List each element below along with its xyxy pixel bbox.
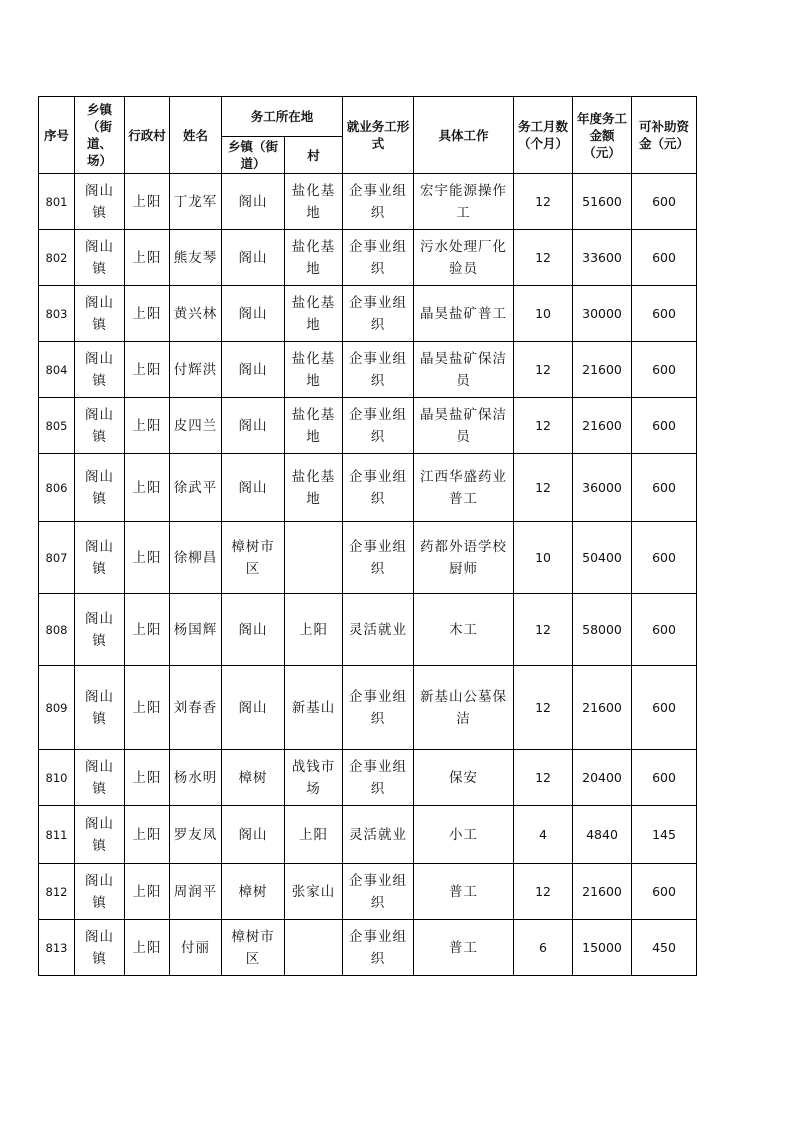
row-employment-form: 企事业组织 xyxy=(343,522,414,594)
row-job: 晶昊盐矿保洁员 xyxy=(414,398,514,454)
row-work-village xyxy=(285,920,343,976)
row-work-village: 盐化基地 xyxy=(285,342,343,398)
row-job: 普工 xyxy=(414,864,514,920)
table-row xyxy=(39,750,697,806)
row-seq: 811 xyxy=(39,806,75,864)
row-seq: 805 xyxy=(39,398,75,454)
table-row xyxy=(39,398,697,454)
row-months: 12 xyxy=(514,174,573,230)
row-town: 阁山镇 xyxy=(75,174,125,230)
row-job: 污水处理厂化验员 xyxy=(414,230,514,286)
row-town: 阁山镇 xyxy=(75,920,125,976)
header-work-location: 务工所在地 xyxy=(222,97,343,137)
row-town: 阁山镇 xyxy=(75,522,125,594)
row-seq: 807 xyxy=(39,522,75,594)
row-months: 10 xyxy=(514,522,573,594)
row-employment-form: 企事业组织 xyxy=(343,342,414,398)
row-work-town: 阁山 xyxy=(222,398,285,454)
row-work-village: 盐化基地 xyxy=(285,230,343,286)
row-seq: 802 xyxy=(39,230,75,286)
row-name: 杨水明 xyxy=(170,750,222,806)
header-town: 乡镇（街道、场） xyxy=(75,97,125,174)
row-village: 上阳 xyxy=(125,666,170,750)
row-seq: 801 xyxy=(39,174,75,230)
row-village: 上阳 xyxy=(125,174,170,230)
row-village: 上阳 xyxy=(125,864,170,920)
row-work-village xyxy=(285,522,343,594)
row-subsidy: 600 xyxy=(632,864,697,920)
row-income: 30000 xyxy=(573,286,632,342)
row-months: 12 xyxy=(514,454,573,522)
row-work-village: 盐化基地 xyxy=(285,454,343,522)
row-name: 付丽 xyxy=(170,920,222,976)
row-work-town: 阁山 xyxy=(222,806,285,864)
row-work-village: 新基山 xyxy=(285,666,343,750)
row-village: 上阳 xyxy=(125,230,170,286)
row-town: 阁山镇 xyxy=(75,454,125,522)
header-income: 年度务工金额（元） xyxy=(573,97,632,174)
row-village: 上阳 xyxy=(125,920,170,976)
row-work-village: 上阳 xyxy=(285,594,343,666)
row-income: 50400 xyxy=(573,522,632,594)
row-months: 6 xyxy=(514,920,573,976)
row-seq: 809 xyxy=(39,666,75,750)
row-work-town: 阁山 xyxy=(222,342,285,398)
table-row xyxy=(39,864,697,920)
row-village: 上阳 xyxy=(125,286,170,342)
table-row xyxy=(39,806,697,864)
row-seq: 803 xyxy=(39,286,75,342)
row-work-village: 张家山 xyxy=(285,864,343,920)
row-village: 上阳 xyxy=(125,398,170,454)
row-income: 21600 xyxy=(573,666,632,750)
row-employment-form: 企事业组织 xyxy=(343,666,414,750)
row-work-town: 樟树 xyxy=(222,750,285,806)
row-job: 宏宇能源操作工 xyxy=(414,174,514,230)
row-subsidy: 600 xyxy=(632,174,697,230)
row-employment-form: 企事业组织 xyxy=(343,174,414,230)
header-village: 行政村 xyxy=(125,97,170,174)
row-months: 10 xyxy=(514,286,573,342)
row-work-town: 阁山 xyxy=(222,286,285,342)
row-subsidy: 600 xyxy=(632,230,697,286)
row-work-village: 战钱市场 xyxy=(285,750,343,806)
row-work-town: 樟树市区 xyxy=(222,920,285,976)
row-village: 上阳 xyxy=(125,594,170,666)
row-work-town: 阁山 xyxy=(222,594,285,666)
row-subsidy: 600 xyxy=(632,750,697,806)
row-income: 15000 xyxy=(573,920,632,976)
header-work-town: 乡镇（街道） xyxy=(222,137,285,174)
row-months: 12 xyxy=(514,666,573,750)
row-income: 4840 xyxy=(573,806,632,864)
row-income: 36000 xyxy=(573,454,632,522)
row-town: 阁山镇 xyxy=(75,806,125,864)
row-subsidy: 600 xyxy=(632,666,697,750)
row-name: 徐武平 xyxy=(170,454,222,522)
row-seq: 812 xyxy=(39,864,75,920)
row-months: 4 xyxy=(514,806,573,864)
row-village: 上阳 xyxy=(125,750,170,806)
header-employment-form: 就业务工形式 xyxy=(343,97,414,174)
row-town: 阁山镇 xyxy=(75,750,125,806)
row-subsidy: 600 xyxy=(632,522,697,594)
row-work-village: 盐化基地 xyxy=(285,398,343,454)
row-subsidy: 145 xyxy=(632,806,697,864)
row-income: 21600 xyxy=(573,398,632,454)
row-subsidy: 600 xyxy=(632,454,697,522)
row-village: 上阳 xyxy=(125,342,170,398)
header-job: 具体工作 xyxy=(414,97,514,174)
row-name: 皮四兰 xyxy=(170,398,222,454)
row-subsidy: 600 xyxy=(632,286,697,342)
row-name: 付辉洪 xyxy=(170,342,222,398)
employment-subsidy-table xyxy=(38,96,697,976)
row-seq: 804 xyxy=(39,342,75,398)
header-row-1 xyxy=(39,97,697,137)
row-name: 黄兴林 xyxy=(170,286,222,342)
table-row xyxy=(39,454,697,522)
table-row xyxy=(39,920,697,976)
row-seq: 813 xyxy=(39,920,75,976)
row-employment-form: 灵活就业 xyxy=(343,594,414,666)
row-subsidy: 450 xyxy=(632,920,697,976)
row-months: 12 xyxy=(514,594,573,666)
header-months: 务工月数（个月） xyxy=(514,97,573,174)
row-job: 江西华盛药业普工 xyxy=(414,454,514,522)
table-body xyxy=(39,174,697,976)
row-town: 阁山镇 xyxy=(75,230,125,286)
row-name: 罗友凤 xyxy=(170,806,222,864)
row-name: 杨国辉 xyxy=(170,594,222,666)
row-months: 12 xyxy=(514,342,573,398)
row-seq: 806 xyxy=(39,454,75,522)
row-job: 小工 xyxy=(414,806,514,864)
header-work-village: 村 xyxy=(285,137,343,174)
row-name: 熊友琴 xyxy=(170,230,222,286)
row-town: 阁山镇 xyxy=(75,286,125,342)
header-subsidy: 可补助资金（元） xyxy=(632,97,697,174)
row-months: 12 xyxy=(514,230,573,286)
row-months: 12 xyxy=(514,750,573,806)
row-employment-form: 灵活就业 xyxy=(343,806,414,864)
row-town: 阁山镇 xyxy=(75,594,125,666)
row-months: 12 xyxy=(514,864,573,920)
row-town: 阁山镇 xyxy=(75,398,125,454)
row-work-town: 阁山 xyxy=(222,174,285,230)
row-employment-form: 企事业组织 xyxy=(343,864,414,920)
row-name: 徐柳昌 xyxy=(170,522,222,594)
row-income: 20400 xyxy=(573,750,632,806)
table-row xyxy=(39,342,697,398)
row-income: 33600 xyxy=(573,230,632,286)
row-village: 上阳 xyxy=(125,522,170,594)
row-employment-form: 企事业组织 xyxy=(343,398,414,454)
row-town: 阁山镇 xyxy=(75,666,125,750)
row-job: 药都外语学校厨师 xyxy=(414,522,514,594)
row-income: 21600 xyxy=(573,864,632,920)
row-name: 丁龙军 xyxy=(170,174,222,230)
row-seq: 808 xyxy=(39,594,75,666)
row-work-village: 盐化基地 xyxy=(285,286,343,342)
row-subsidy: 600 xyxy=(632,342,697,398)
table-row xyxy=(39,174,697,230)
row-job: 晶昊盐矿普工 xyxy=(414,286,514,342)
row-work-town: 樟树 xyxy=(222,864,285,920)
header-seq: 序号 xyxy=(39,97,75,174)
table-row xyxy=(39,594,697,666)
row-employment-form: 企事业组织 xyxy=(343,750,414,806)
row-income: 51600 xyxy=(573,174,632,230)
row-work-village: 盐化基地 xyxy=(285,174,343,230)
row-seq: 810 xyxy=(39,750,75,806)
row-income: 58000 xyxy=(573,594,632,666)
row-work-town: 樟树市区 xyxy=(222,522,285,594)
row-employment-form: 企事业组织 xyxy=(343,286,414,342)
row-job: 新基山公墓保洁 xyxy=(414,666,514,750)
row-subsidy: 600 xyxy=(632,398,697,454)
row-job: 晶昊盐矿保洁员 xyxy=(414,342,514,398)
row-name: 周润平 xyxy=(170,864,222,920)
row-income: 21600 xyxy=(573,342,632,398)
row-village: 上阳 xyxy=(125,806,170,864)
row-work-town: 阁山 xyxy=(222,230,285,286)
row-village: 上阳 xyxy=(125,454,170,522)
row-work-town: 阁山 xyxy=(222,454,285,522)
row-job: 普工 xyxy=(414,920,514,976)
row-name: 刘春香 xyxy=(170,666,222,750)
row-town: 阁山镇 xyxy=(75,342,125,398)
table-row xyxy=(39,666,697,750)
header-name: 姓名 xyxy=(170,97,222,174)
table-row xyxy=(39,230,697,286)
row-work-town: 阁山 xyxy=(222,666,285,750)
row-employment-form: 企事业组织 xyxy=(343,230,414,286)
row-job: 木工 xyxy=(414,594,514,666)
row-employment-form: 企事业组织 xyxy=(343,920,414,976)
row-months: 12 xyxy=(514,398,573,454)
row-work-village: 上阳 xyxy=(285,806,343,864)
row-subsidy: 600 xyxy=(632,594,697,666)
table-row xyxy=(39,522,697,594)
table-row xyxy=(39,286,697,342)
row-town: 阁山镇 xyxy=(75,864,125,920)
row-employment-form: 企事业组织 xyxy=(343,454,414,522)
row-job: 保安 xyxy=(414,750,514,806)
